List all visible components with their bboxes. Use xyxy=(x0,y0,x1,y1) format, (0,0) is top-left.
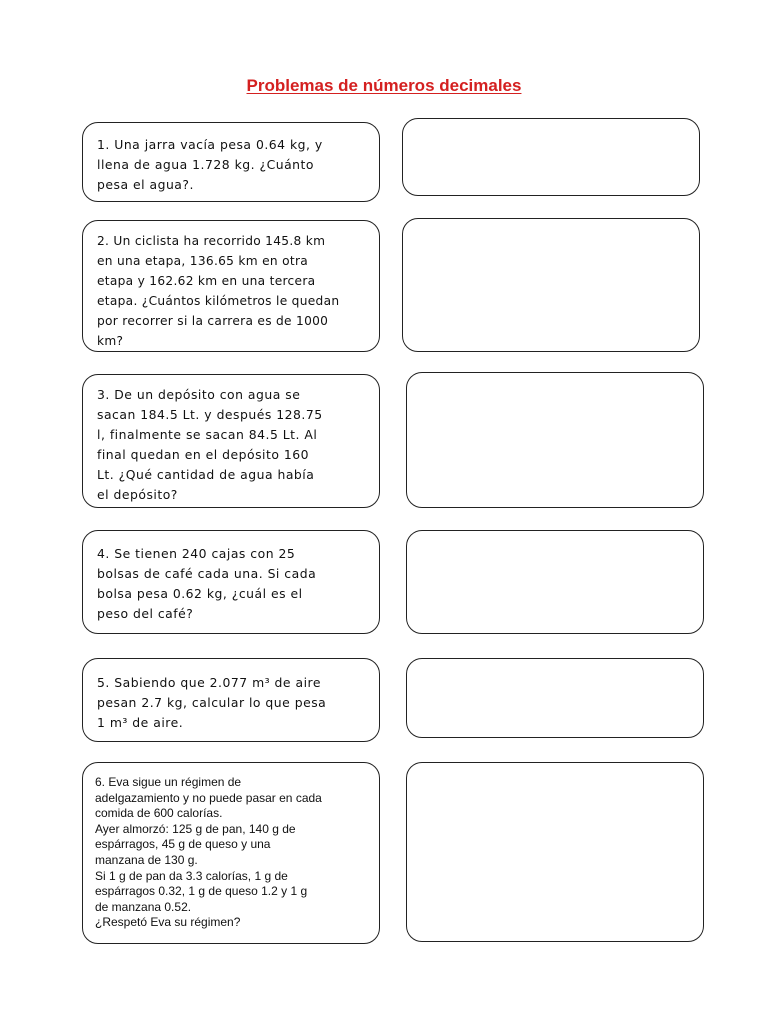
problem-6-line: Ayer almorzó: 125 g de pan, 140 g de xyxy=(95,821,296,836)
problem-6-line: 6. Eva sigue un régimen de xyxy=(95,775,242,789)
problem-2-line: por recorrer si la carrera es de 1000 xyxy=(97,314,329,328)
problem-3-line: sacan 184.5 Lt. y después 128.75 xyxy=(97,407,323,422)
problem-2-line: etapa. ¿Cuántos kilómetros le quedan xyxy=(97,294,340,308)
problem-5-line: 1 m³ de aire. xyxy=(97,715,184,730)
problem-6-line: comida de 600 calorías. xyxy=(95,806,223,821)
problem-5-line: pesan 2.7 kg, calcular lo que pesa xyxy=(97,695,327,710)
problem-1-box xyxy=(82,122,380,202)
problem-3-box xyxy=(82,374,380,508)
problem-5-line: 5. Sabiendo que 2.077 m³ de aire xyxy=(97,675,321,690)
problem-3-line: 3. De un depósito con agua se xyxy=(97,387,301,402)
answer-box-3[interactable] xyxy=(406,372,704,508)
problem-1-line: llena de agua 1.728 kg. ¿Cuánto xyxy=(97,157,314,172)
problem-5-box xyxy=(82,658,380,742)
problem-3-line: el depósito? xyxy=(97,487,178,502)
problem-4-line: peso del café? xyxy=(97,606,194,621)
problem-3-line: l, finalmente se sacan 84.5 Lt. Al xyxy=(97,427,318,442)
problem-1-line: pesa el agua?. xyxy=(97,177,194,192)
problem-3-line: Lt. ¿Qué cantidad de agua había xyxy=(97,467,315,482)
problem-6-line: espárragos 0.32, 1 g de queso 1.2 y 1 g xyxy=(95,884,308,899)
problem-1-line: 1. Una jarra vacía pesa 0.64 kg, y xyxy=(97,137,323,152)
answer-box-1[interactable] xyxy=(402,118,700,196)
answer-box-5[interactable] xyxy=(406,658,704,738)
problem-6-box xyxy=(82,762,380,944)
answer-box-4[interactable] xyxy=(406,530,704,634)
problem-6-line: espárragos, 45 g de queso y una xyxy=(95,837,271,852)
answer-box-6[interactable] xyxy=(406,762,704,942)
problem-6-line: adelgazamiento y no puede pasar en cada xyxy=(95,790,322,805)
problem-2-line: km? xyxy=(97,334,124,348)
problem-6-line: ¿Respetó Eva su régimen? xyxy=(95,915,241,930)
answer-box-2[interactable] xyxy=(402,218,700,352)
problem-2-line: etapa y 162.62 km en una tercera xyxy=(97,274,316,288)
problem-2-box xyxy=(82,220,380,352)
problem-6-line: manzana de 130 g. xyxy=(95,852,198,867)
problem-4-line: bolsa pesa 0.62 kg, ¿cuál es el xyxy=(97,586,303,601)
worksheet-title: Problemas de números decimales xyxy=(246,76,522,95)
problem-6-line: Si 1 g de pan da 3.3 calorías, 1 g de xyxy=(95,868,288,883)
problem-4-line: bolsas de café cada una. Si cada xyxy=(97,566,317,581)
problem-4-line: 4. Se tienen 240 cajas con 25 xyxy=(97,546,296,561)
problem-3-line: final quedan en el depósito 160 xyxy=(97,447,310,462)
problem-2-line: en una etapa, 136.65 km en otra xyxy=(97,254,309,268)
problem-2-line: 2. Un ciclista ha recorrido 145.8 km xyxy=(97,234,326,248)
problem-4-box xyxy=(82,530,380,634)
problem-6-line: de manzana 0.52. xyxy=(95,899,192,914)
